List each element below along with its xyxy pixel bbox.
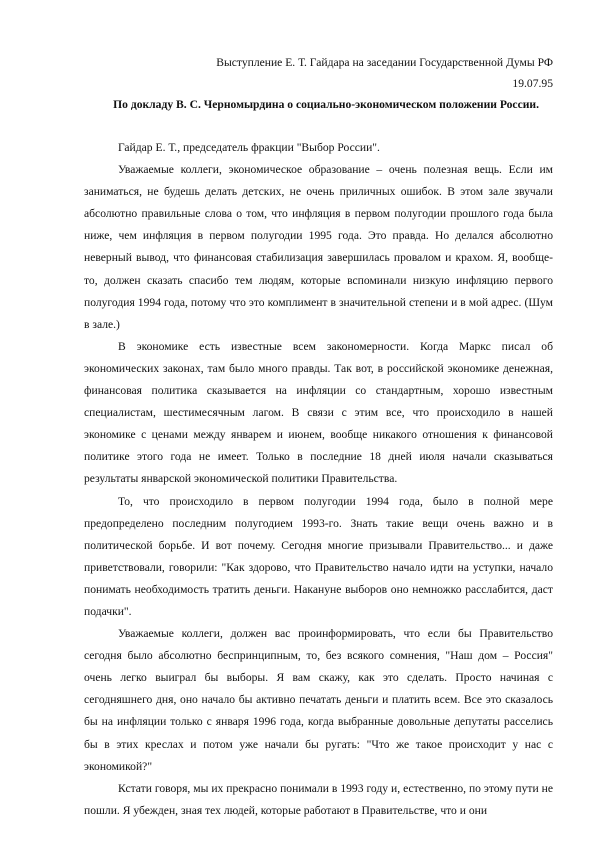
paragraph-1: Уважаемые коллеги, экономическое образование – очень полезная вещь. Если им заниматься, не будешь делать детских, не очень приличных ошибок. В этом зале звучали абсолютно правильные слова о том, что инфляция в первом полугодии прошлого года была ниже, чем инфляция в первом полугодии 1995 года. Это правда. Но делался абсолютно неверный вывод, что финансовая стабилизация завершилась провалом и крахом. Я, вообще-то, должен сказать спасибо тем людям, которые вспоминали низкую инфляцию первого полугодия 1994 года, потому что это комплимент в значительной степени и в мой адрес. (Шум в зале.): [84, 163, 553, 331]
event-heading: Выступление Е. Т. Гайдара на заседании Государственной Думы РФ: [216, 56, 553, 69]
paragraph-3: То, что происходило в первом полугодии 1994 года, было в полной мере предопределено последним полугодием 1993-го. Знать такие вещи очень важно и в политической борьбе. И вот почему. Сегодня многие призывали Правительство... и даже приветствовали, говорили: "Как здорово, что Правительство начало идти на уступки, начало понимать необходимость тратить деньги. Накануне выборов оно немножко расслабится, даст подачки".: [84, 494, 553, 618]
date-line: 19.07.95: [512, 77, 553, 90]
paragraph-2: В экономике есть известные всем закономерности. Когда Маркс писал об экономических законах, там было много правды. Так вот, в российской экономике денежная, финансовая политика сказывается на инфляции со стандартным, хорошо известным специалистам, шестимесячным лагом. В связи с этим все, что происходило в нашей экономике с ценами между январем и июнем, вообще никакого отношения к финансовой политике этого года не имеет. Только в последние 18 дней июля начали сказываться результаты январской экономической политики Правительства.: [84, 339, 553, 486]
speaker-line: Гайдар Е. Т., председатель фракции "Выбор России".: [118, 141, 380, 154]
document-page: [84, 52, 553, 822]
document-title: По докладу В. С. Черномырдина о социально-экономическом положении России.: [113, 98, 539, 111]
spacer: [84, 115, 553, 137]
paragraph-5: Кстати говоря, мы их прекрасно понимали в 1993 году и, естественно, по этому пути не пошли. Я убежден, зная тех людей, которые работают в Правительстве, что и они: [84, 781, 553, 817]
paragraph-4: Уважаемые коллеги, должен вас проинформировать, что если бы Правительство сегодня было абсолютно беспринципным, то, без всякого сомнения, "Наш дом – Россия" очень легко выиграл бы выборы. Я вам скажу, как это сделать. Просто начиная с сегодняшнего дня, оно начало бы активно печатать деньги и платить всем. Все это сказалось бы на инфляции только с января 1996 года, когда выбранные довольные депутаты расселись бы в этих креслах и потом уже начали бы ругать: "Что же такое происходит у нас с экономикой?": [84, 627, 553, 773]
